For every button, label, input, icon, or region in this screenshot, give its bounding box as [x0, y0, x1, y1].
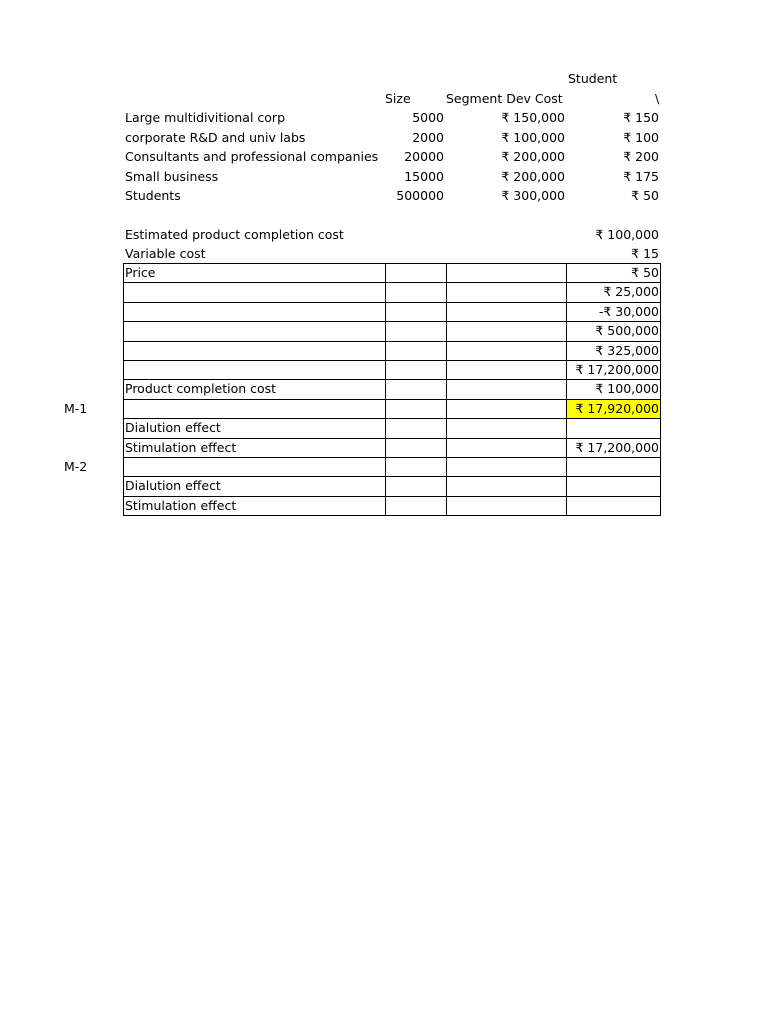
segment-name: Small business	[125, 169, 219, 184]
segment-size: 5000	[412, 110, 444, 125]
row-label: Price	[125, 265, 156, 280]
segment-price: ₹ 150	[623, 110, 659, 125]
student-header: Student	[568, 71, 618, 86]
row-label: Dialution effect	[125, 420, 221, 435]
grid-vline	[123, 263, 124, 516]
completion-cost-value: ₹ 100,000	[595, 227, 659, 242]
grid-hline	[123, 457, 661, 458]
size-header: Size	[385, 91, 411, 106]
grid-vline	[446, 263, 447, 516]
variable-cost-label: Variable cost	[125, 246, 206, 261]
row-value: ₹ 17,200,000	[575, 440, 659, 455]
segment-dev-cost-header: Segment Dev Cost	[446, 91, 563, 106]
segment-dev-cost: ₹ 200,000	[501, 169, 565, 184]
row-label: Stimulation effect	[125, 498, 237, 513]
segment-price: ₹ 200	[623, 149, 659, 164]
segment-name: Consultants and professional companies	[125, 149, 379, 164]
row-label: Dialution effect	[125, 478, 221, 493]
row-value: ₹ 25,000	[603, 284, 659, 299]
grid-hline	[123, 515, 661, 516]
segment-price: ₹ 50	[631, 188, 659, 203]
side-label: M-1	[64, 401, 88, 416]
segment-dev-cost: ₹ 100,000	[501, 130, 565, 145]
row-value: ₹ 325,000	[595, 343, 659, 358]
segment-size: 500000	[396, 188, 444, 203]
segment-dev-cost: ₹ 150,000	[501, 110, 565, 125]
row-label: Stimulation effect	[125, 440, 237, 455]
side-label: M-2	[64, 459, 88, 474]
segment-dev-cost: ₹ 200,000	[501, 149, 565, 164]
segment-name: Large multidivitional corp	[125, 110, 286, 125]
segment-size: 15000	[404, 169, 444, 184]
row-label: Product completion cost	[125, 381, 277, 396]
row-value: ₹ 50	[631, 265, 659, 280]
completion-cost-label: Estimated product completion cost	[125, 227, 344, 242]
row-value: ₹ 17,200,000	[575, 362, 659, 377]
segment-dev-cost: ₹ 300,000	[501, 188, 565, 203]
segment-price: ₹ 175	[623, 169, 659, 184]
segment-size: 2000	[412, 130, 444, 145]
clipped-header-mark: \	[655, 91, 660, 106]
segment-price: ₹ 100	[623, 130, 659, 145]
row-value: -₹ 30,000	[598, 304, 659, 319]
segment-name: corporate R&D and univ labs	[125, 130, 306, 145]
row-value: ₹ 500,000	[595, 323, 659, 338]
row-value: ₹ 100,000	[595, 381, 659, 396]
variable-cost-value: ₹ 15	[631, 246, 659, 261]
row-value: ₹ 17,920,000	[575, 401, 659, 416]
segment-size: 20000	[404, 149, 444, 164]
grid-vline	[385, 263, 386, 516]
grid-vline	[660, 263, 661, 516]
segment-name: Students	[125, 188, 181, 203]
